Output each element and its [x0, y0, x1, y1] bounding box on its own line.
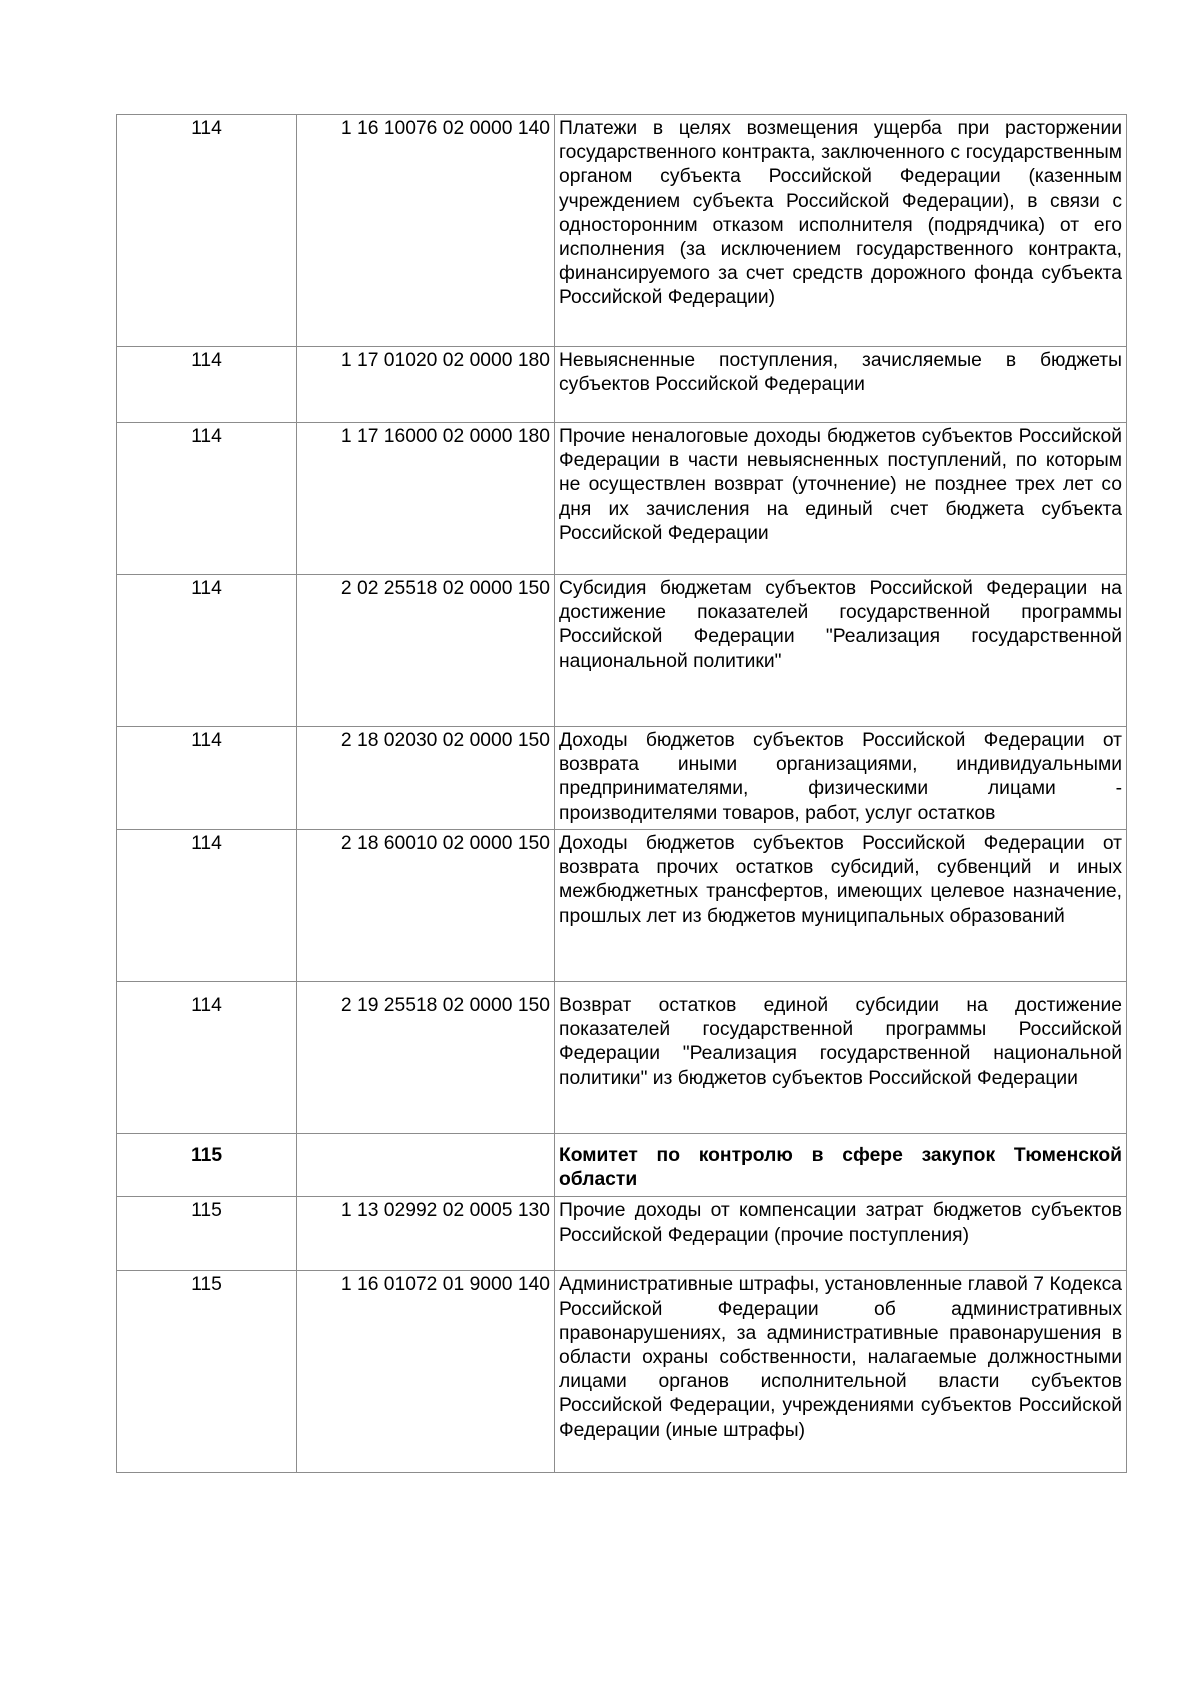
- description-cell: Прочие неналоговые доходы бюджетов субъектов Российской Федерации в части невыясненных поступлений, по которым не осуществлен возврат (уточнение) не позднее трех лет со дня их зачисления на единый счет бюджета субъекта Российской Федерации: [555, 423, 1127, 575]
- admin-code-cell: 114: [117, 423, 297, 575]
- admin-code-cell: 114: [117, 982, 297, 1134]
- document-page: [116, 114, 1126, 1473]
- table-row: [117, 347, 1127, 423]
- budget-code-cell: 1 17 01020 02 0000 180: [297, 347, 555, 423]
- admin-code-cell: 114: [117, 347, 297, 423]
- table-row: [117, 830, 1127, 982]
- table-row: [117, 115, 1127, 347]
- budget-code-cell: 2 18 60010 02 0000 150: [297, 830, 555, 982]
- admin-code-cell: 114: [117, 727, 297, 830]
- description-cell: Административные штрафы, установленные главой 7 Кодекса Российской Федерации об административных правонарушениях, за административные правонарушения в области охраны собственности, налагаемые должностными лицами органов исполнительной власти субъектов Российской Федерации, учреждениями субъектов Российской Федерации (иные штрафы): [555, 1271, 1127, 1473]
- description-cell: Невыясненные поступления, зачисляемые в бюджеты субъектов Российской Федерации: [555, 347, 1127, 423]
- budget-code-cell: [297, 1134, 555, 1197]
- budget-code-cell: 1 13 02992 02 0005 130: [297, 1197, 555, 1271]
- budget-code-cell: 2 18 02030 02 0000 150: [297, 727, 555, 830]
- description-cell: Прочие доходы от компенсации затрат бюджетов субъектов Российской Федерации (прочие поступления): [555, 1197, 1127, 1271]
- budget-code-cell: 2 02 25518 02 0000 150: [297, 575, 555, 727]
- table-row-section-header: [117, 1134, 1127, 1197]
- admin-code-cell: 115: [117, 1271, 297, 1473]
- admin-code-cell: 114: [117, 575, 297, 727]
- budget-code-cell: 1 16 01072 01 9000 140: [297, 1271, 555, 1473]
- budget-code-cell: 1 17 16000 02 0000 180: [297, 423, 555, 575]
- description-cell: Субсидия бюджетам субъектов Российской Федерации на достижение показателей государственной программы Российской Федерации "Реализация государственной национальной политики": [555, 575, 1127, 727]
- description-cell: Платежи в целях возмещения ущерба при расторжении государственного контракта, заключенного с государственным органом субъекта Российской Федерации (казенным учреждением субъекта Российской Федерации), в связи с односторонним отказом исполнителя (подрядчика) от его исполнения (за исключением государственного контракта, финансируемого за счет средств дорожного фонда субъекта Российской Федерации): [555, 115, 1127, 347]
- table-row: [117, 982, 1127, 1134]
- admin-code-cell: 115: [117, 1197, 297, 1271]
- revenue-codes-table: [116, 114, 1127, 1473]
- admin-code-cell: 114: [117, 115, 297, 347]
- admin-code-cell: 115: [117, 1134, 297, 1197]
- table-row: [117, 423, 1127, 575]
- budget-code-cell: 2 19 25518 02 0000 150: [297, 982, 555, 1134]
- section-title-cell: Комитет по контролю в сфере закупок Тюменской области: [555, 1134, 1127, 1197]
- table-row: [117, 1271, 1127, 1473]
- description-cell: Возврат остатков единой субсидии на достижение показателей государственной программы Российской Федерации "Реализация государственной национальной политики" из бюджетов субъектов Российской Федерации: [555, 982, 1127, 1134]
- description-cell: Доходы бюджетов субъектов Российской Федерации от возврата прочих остатков субсидий, субвенций и иных межбюджетных трансфертов, имеющих целевое назначение, прошлых лет из бюджетов муниципальных образований: [555, 830, 1127, 982]
- admin-code-cell: 114: [117, 830, 297, 982]
- budget-code-cell: 1 16 10076 02 0000 140: [297, 115, 555, 347]
- table-row: [117, 727, 1127, 830]
- table-row: [117, 575, 1127, 727]
- table-row: [117, 1197, 1127, 1271]
- description-text-clipped: Доходы бюджетов субъектов Российской Федерации от возврата иными организациями, индивидуальными предпринимателями, физическими лицами - производителями товаров, работ, услуг остатков: [559, 730, 1122, 824]
- description-cell: [555, 727, 1127, 830]
